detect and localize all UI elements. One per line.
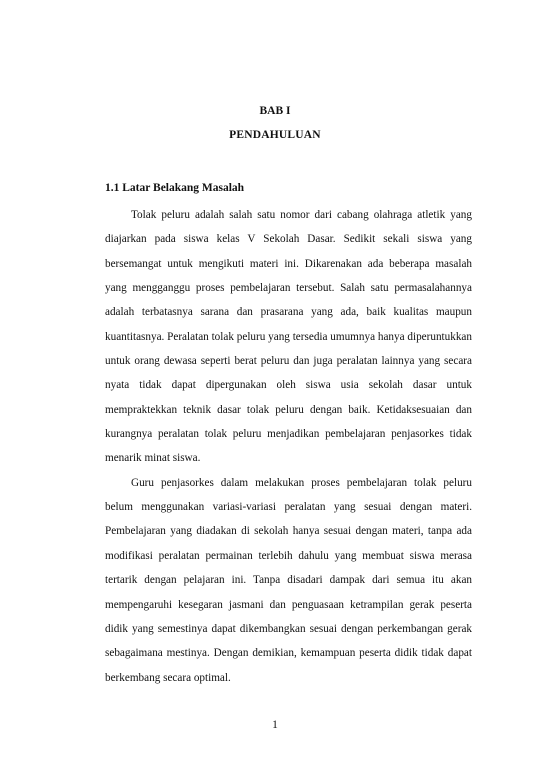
page-number: 1 (272, 719, 278, 731)
section-heading: 1.1 Latar Belakang Masalah (105, 182, 245, 194)
chapter-label: BAB I (259, 105, 291, 117)
chapter-title: PENDAHULUAN (229, 129, 321, 141)
paragraph-2: Guru penjasorkes dalam melakukan proses pembelajaran tolak peluru belum menggunakan variasi-variasi peralatan yang sesuai dengan materi. Pembelajaran yang diadakan di sekolah hanya sesuai dengan materi, tanpa ada modifikasi peralatan permainan terlebih dahulu yang membuat siswa merasa tertarik dengan pelajaran ini. Tanpa disadari dampak dari semua itu akan mempengaruhi kesegaran jasmani dan penguasaan ketrampilan gerak peserta didik yang semestinya dapat dikembangkan sesuai dengan perkembangan gerak sebagaimana mestinya. Dengan demikian, kemampuan peserta didik tidak dapat berkembang secara optimal. (105, 476, 472, 684)
paragraph-1: Tolak peluru adalah salah satu nomor dari cabang olahraga atletik yang diajarkan pada siswa kelas V Sekolah Dasar. Sedikit sekali siswa yang bersemangat untuk mengikuti materi ini. Dikarenakan ada beberapa masalah yang mengganggu proses pembelajaran tersebut. Salah satu permasalahannya adalah terbatasnya sarana dan prasarana yang ada, baik kualitas maupun kuantitasnya. Peralatan tolak peluru yang tersedia umumnya hanya diperuntukkan untuk orang dewasa seperti berat peluru dan juga peralatan lainnya yang secara nyata tidak dapat dipergunakan oleh siswa usia sekolah dasar untuk mempraktekkan teknik dasar tolak peluru dengan baik. Ketidaksesuaian dan kurangnya peralatan tolak peluru menjadikan pembelajaran penjasorkes tidak menarik minat siswa. (105, 209, 472, 465)
body-text (105, 203, 472, 690)
